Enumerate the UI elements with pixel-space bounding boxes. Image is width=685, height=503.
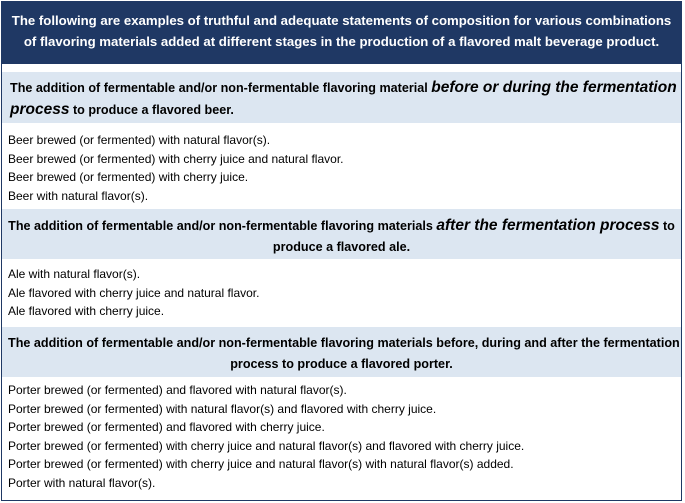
list-item: Ale flavored with cherry juice and natural flavor. xyxy=(8,285,260,300)
section-heading-beer-line-2 xyxy=(10,99,673,121)
heading-emphasis: process xyxy=(10,101,70,118)
list-item: Porter with natural flavor(s). xyxy=(8,475,156,490)
list-item: Porter brewed (or fermented) with natural flavor(s) and flavored with cherry juice. xyxy=(8,401,437,416)
list-item: Beer with natural flavor(s). xyxy=(8,188,149,203)
section-heading-porter xyxy=(2,327,681,377)
section-heading-ale xyxy=(2,209,681,259)
section-heading-ale-line-1 xyxy=(8,215,675,237)
section-heading-porter-line-2: process to produce a flavored porter. xyxy=(230,357,453,371)
heading-emphasis: after the fermentation process xyxy=(436,217,660,234)
list-item: Ale with natural flavor(s). xyxy=(8,267,141,281)
heading-text: The addition of fermentable and/or non-fermentable flavoring materials xyxy=(8,219,437,233)
list-item: Beer brewed (or fermented) with cherry juice and natural flavor. xyxy=(8,151,344,166)
section-items-porter xyxy=(8,381,524,493)
list-item: Beer brewed (or fermented) with natural flavor(s). xyxy=(8,133,271,147)
header-line-2: of flavoring materials added at different stages in the production of a flavored malt beverage product. xyxy=(23,34,660,49)
section-items-beer xyxy=(8,131,344,205)
heading-text: to xyxy=(659,219,675,233)
list-item: Porter brewed (or fermented) with cherry juice and natural flavor(s) and flavored with cherry juice. xyxy=(8,438,525,453)
heading-text: The addition of fermentable and/or non-fermentable flavoring material xyxy=(10,81,432,95)
header-line-1: The following are examples of truthful and adequate statements of composition for various combinations xyxy=(11,13,672,28)
list-item: Porter brewed (or fermented) and flavored with natural flavor(s). xyxy=(8,383,347,397)
list-item: Beer brewed (or fermented) with cherry juice. xyxy=(8,170,249,185)
list-item: Porter brewed (or fermented) with cherry juice and natural flavor(s) with natural flavor(s) added. xyxy=(8,457,514,472)
heading-text: to produce a flavored beer. xyxy=(69,103,234,117)
heading-emphasis: before or during the fermentation xyxy=(431,79,677,96)
section-heading-beer-line-1 xyxy=(10,77,677,99)
section-items-ale xyxy=(8,265,259,321)
list-item: Ale flavored with cherry juice. xyxy=(8,304,165,319)
list-item: Porter brewed (or fermented) and flavored with cherry juice. xyxy=(8,420,325,435)
composition-examples-table xyxy=(1,1,682,501)
table-header xyxy=(2,2,681,64)
section-heading-ale-line-2: produce a flavored ale. xyxy=(272,240,411,254)
section-heading-porter-line-1: The addition of fermentable and/or non-fermentable flavoring materials before, during and after the fermentation xyxy=(8,336,680,350)
section-heading-beer xyxy=(2,72,681,123)
